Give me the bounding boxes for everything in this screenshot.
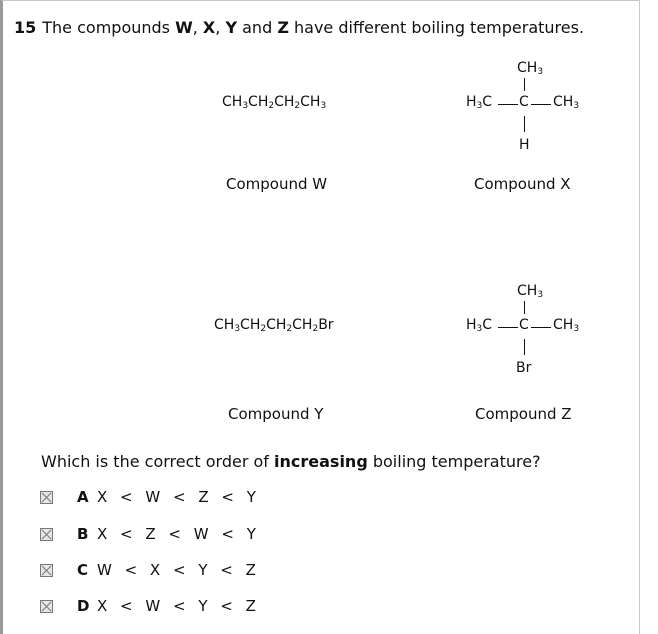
compound-x-top-group: $CH_3$ — [517, 60, 544, 77]
compound-x-bottom-atom: H — [519, 137, 530, 153]
compound-x-right-bond — [531, 104, 551, 105]
compound-x-left-bond — [498, 104, 518, 105]
compound-z-top-group: $CH_3$ — [517, 283, 544, 300]
compound-x-bottom-bond — [524, 116, 525, 132]
compound-x-center-carbon: C — [519, 94, 529, 110]
option-a-text: X < W < Z < Y — [97, 488, 258, 506]
option-b-checkbox[interactable] — [40, 528, 53, 541]
compound-y-formula: $CH_3CH_2CH_2CH_2Br$ — [214, 317, 334, 334]
stem-and: and — [237, 18, 278, 37]
option-d-letter: D — [77, 597, 90, 615]
compound-x-left-group: $H_3C$ — [466, 94, 493, 111]
option-d[interactable] — [40, 595, 258, 617]
stem-sep2: , — [215, 18, 226, 37]
compound-z-structure — [460, 281, 600, 381]
compound-w-caption: Compound W — [226, 175, 328, 193]
compound-x-right-group: $CH_3$ — [553, 94, 580, 111]
stem-text-post: have different boiling temperatures. — [288, 18, 585, 37]
option-a[interactable] — [40, 486, 258, 508]
option-b-text: X < Z < W < Y — [97, 525, 258, 543]
stem-text-pre: The compounds — [42, 18, 176, 37]
option-c-letter: C — [77, 561, 89, 579]
stem-sep1: , — [192, 18, 203, 37]
compound-z-left-group: $H_3C$ — [466, 317, 493, 334]
option-c[interactable] — [40, 559, 258, 581]
compound-z-bottom-bond — [524, 339, 525, 355]
compound-w-formula: $CH_3CH_2CH_2CH_3$ — [222, 94, 327, 111]
compound-y-caption: Compound Y — [228, 405, 324, 423]
option-d-checkbox[interactable] — [40, 600, 53, 613]
compound-x-structure — [460, 58, 600, 158]
question-number: 15 — [14, 18, 37, 37]
compound-z-right-bond — [531, 327, 551, 328]
option-d-text: X < W < Y < Z — [97, 597, 258, 615]
option-c-checkbox[interactable] — [40, 564, 53, 577]
compound-z-right-group: $CH_3$ — [553, 317, 580, 334]
option-c-text: W < X < Y < Z — [97, 561, 258, 579]
stem-y: Y — [225, 18, 238, 37]
compound-x-caption: Compound X — [474, 175, 571, 193]
question-stem — [14, 18, 584, 37]
option-b[interactable] — [40, 523, 258, 545]
option-a-checkbox[interactable] — [40, 491, 53, 504]
stem-w: W — [175, 18, 193, 37]
option-b-letter: B — [77, 525, 89, 543]
compound-z-top-bond — [524, 301, 525, 314]
compound-z-left-bond — [498, 327, 518, 328]
stem-x: X — [202, 18, 216, 37]
compound-x-top-bond — [524, 78, 525, 91]
option-a-letter: A — [77, 488, 89, 506]
compound-z-bottom-atom: Br — [516, 360, 532, 376]
answer-prompt: Which is the correct order of increasing boiling temperature? — [41, 452, 541, 471]
stem-z: Z — [277, 18, 289, 37]
compound-z-caption: Compound Z — [475, 405, 572, 423]
compound-z-center-carbon: C — [519, 317, 529, 333]
